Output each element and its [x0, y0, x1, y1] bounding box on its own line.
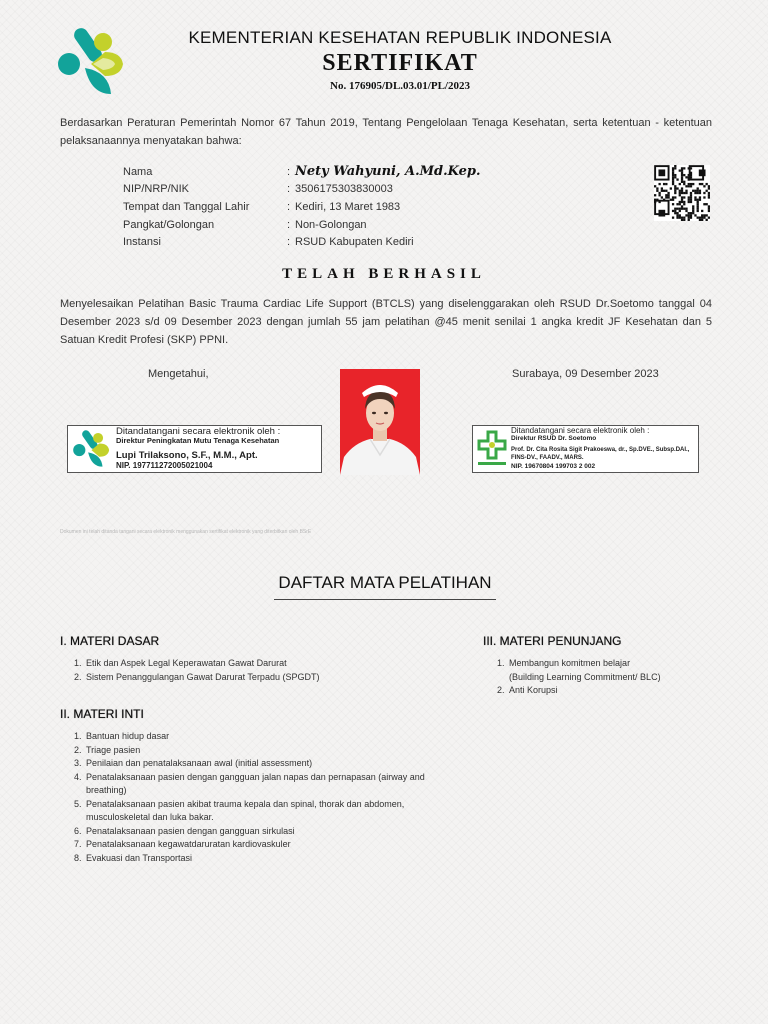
signer-nip: NIP. 19670804 199703 2 002: [511, 463, 596, 470]
field-label: Pangkat/Golongan: [123, 219, 215, 231]
field-colon: :: [287, 236, 291, 248]
list-item: 2. Sistem Penanggulangan Gawat Darurat Terpadu (SPGDT): [84, 671, 460, 685]
field-label: Nama: [123, 166, 153, 178]
intro-paragraph: Berdasarkan Peraturan Pemerintah Nomor 67 Tahun 2019, Tentang Pengelolaan Tenaga Kesehatan, serta ketentuan - ketentuan pelaksanaannya menyatakan bahwa:: [60, 117, 712, 147]
section-core: [60, 707, 460, 865]
kemenkes-logo-small: [71, 428, 113, 470]
place-date: Surabaya, 09 Desember 2023: [512, 368, 659, 380]
list-item: 2. Anti Korupsi: [507, 684, 663, 698]
signer-name: Lupi Trilaksono, S.F., M.M., Apt.: [116, 450, 258, 461]
signature-box-right: [472, 425, 699, 473]
training-list-title: DAFTAR MATA PELATIHAN: [274, 573, 496, 600]
field-colon: :: [287, 166, 291, 178]
signer-name-line1: Prof. Dr. Cita Rosita Sigit Prakoeswa, dr., Sp.DVE., Subsp.DAI.,: [511, 447, 690, 453]
list-item: 1. Bantuan hidup dasar: [84, 730, 460, 744]
list-item: 7. Penatalaksanaan kegawatdaruratan kardiovaskuler: [84, 838, 460, 852]
field-value: RSUD Kabupaten Kediri: [295, 236, 414, 248]
recipient-name: Nety Wahyuni, A.Md.Kep.: [295, 164, 481, 179]
completion-paragraph: Menyelesaikan Pelatihan Basic Trauma Cardiac Life Support (BTCLS) yang diselenggarakan oleh RSUD Dr.Soetomo tanggal 04 Desember 2023 s/d 09 Desember 2023 dengan jumlah 55 jam pelatihan @45 menit senilai 1 angka kredit JF Kesehatan dan 5 Satuan Kredit Profesi (SKP) PPNI.: [60, 298, 712, 346]
list-item: 6. Penatalaksanaan pasien dengan gangguan sirkulasi: [84, 825, 460, 839]
field-label: Tempat dan Tanggal Lahir: [123, 201, 250, 213]
section-title: I. MATERI DASAR: [60, 634, 160, 648]
signed-by-label: Ditandatangani secara elektronik oleh :: [116, 426, 281, 437]
list-item: 1. Etik dan Aspek Legal Keperawatan Gawat Darurat: [84, 657, 460, 671]
list-item: 3. Penilaian dan penatalaksanaan awal (initial assessment): [84, 757, 460, 771]
list-item: 5. Penatalaksanaan pasien akibat trauma kepala dan spinal, thorak dan abdomen, musculoskeletal dan luka bakar.: [84, 798, 460, 825]
field-value: 3506175303830003: [295, 183, 393, 195]
field-colon: :: [287, 219, 291, 231]
list-item: 1. Membangun komitmen belajar (Building Learning Commitment/ BLC): [507, 657, 663, 684]
list-item: 4. Penatalaksanaan pasien dengan gangguan jalan napas dan pernapasan (airway and breathing): [84, 771, 460, 798]
participant-photo: [340, 369, 420, 475]
electronic-signature-disclaimer: Dokumen ini telah ditanda tangani secara elektronik menggunakan sertifikat elektronik yang diterbitkan oleh BSrE: [60, 529, 312, 535]
field-value: Non-Golongan: [295, 219, 367, 231]
signature-box-left: [67, 425, 322, 473]
section-supporting: [483, 634, 663, 698]
list-item: 8. Evakuasi dan Transportasi: [84, 852, 460, 866]
signed-by-label: Ditandatangani secara elektronik oleh :: [511, 426, 650, 435]
section-title: II. MATERI INTI: [60, 707, 144, 721]
signer-name-line2: FINS-DV., FAADV., MARS.: [511, 455, 584, 461]
field-label: Instansi: [123, 236, 161, 248]
certificate-number: No. 176905/DL.03.01/PL/2023: [330, 80, 470, 92]
field-value: Kediri, 13 Maret 1983: [295, 201, 401, 213]
section-basic: [60, 634, 460, 684]
signer-position: Direktur Peningkatan Mutu Tenaga Kesehatan: [116, 436, 280, 445]
rsud-soetomo-logo: [476, 429, 508, 469]
ministry-name: KEMENTERIAN KESEHATAN REPUBLIK INDONESIA: [188, 28, 612, 47]
section-title: III. MATERI PENUNJANG: [483, 634, 622, 648]
field-colon: :: [287, 183, 291, 195]
success-heading: TELAH BERHASIL: [282, 266, 486, 282]
field-colon: :: [287, 201, 291, 213]
list-item: 2. Triage pasien: [84, 744, 460, 758]
field-label: NIP/NRP/NIK: [123, 183, 190, 195]
qr-code: [654, 165, 710, 221]
signer-position: Direktur RSUD Dr. Soetomo: [511, 435, 597, 442]
acknowledged-caption: Mengetahui,: [148, 368, 209, 380]
certificate-title: SERTIFIKAT: [322, 50, 478, 76]
signer-nip: NIP. 197711272005021004: [116, 461, 213, 470]
